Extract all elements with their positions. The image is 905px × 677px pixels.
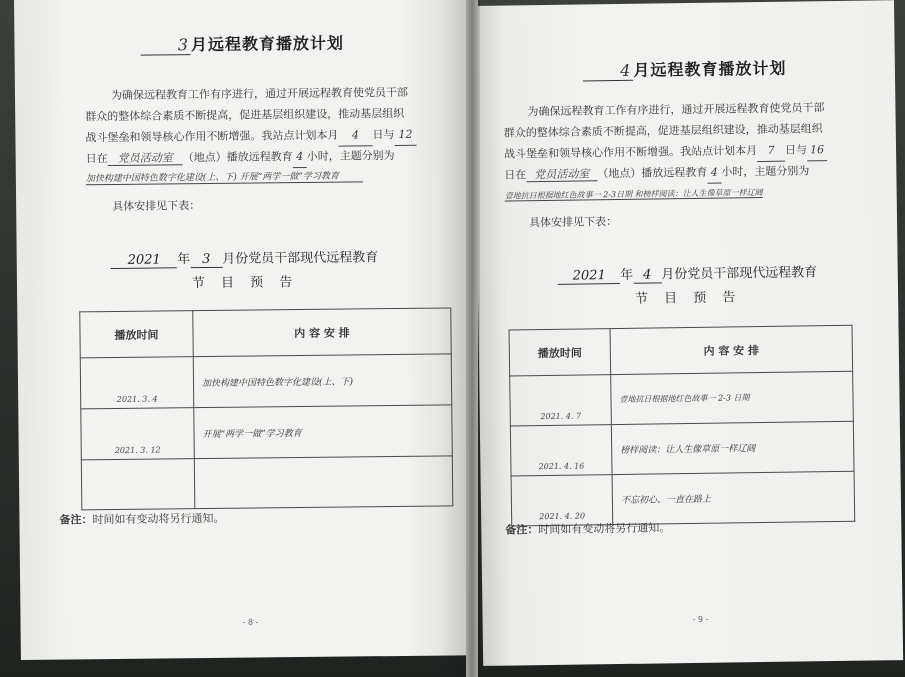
left-row2-date: 2021. 3. 12 (81, 408, 195, 460)
left-sub-year: 2021 (111, 252, 177, 269)
right-page-number: - 9 - (692, 614, 709, 625)
right-sub-month: 4 (633, 267, 661, 283)
left-page-title (14, 29, 470, 57)
left-sub-year-suffix: 年 (177, 252, 191, 268)
left-col-content: 内 容 安 排 (193, 308, 451, 357)
left-page-number: - 8 - (242, 617, 259, 627)
table-row (510, 371, 854, 426)
right-day-start: 7 (757, 140, 785, 162)
right-themes-line (505, 182, 763, 207)
right-page (474, 0, 903, 666)
left-para-line3-text: 战斗堡垒和领导核心作用不断增强。我站点计划本月 (85, 128, 339, 145)
right-row2-content: 榜样阅读：让人生像草原一样辽阔 (611, 421, 854, 474)
right-line4-pre: 日在 (504, 168, 527, 182)
right-subtitle (478, 260, 898, 286)
left-row1-date: 2021. 3. 4 (80, 357, 194, 409)
right-col-content: 内 容 安 排 (610, 325, 853, 374)
left-row1-content: 加快构建中国特色数字化建设(上、下) (193, 354, 452, 408)
left-themes-line (86, 166, 363, 190)
left-para-line1: 为确保远程教育工作有序进行，通过开展远程教育使党员干部 (110, 85, 409, 102)
table-row (81, 405, 453, 460)
right-para-line1: 为确保远程教育工作有序进行，通过开展远程教育使党员干部 (527, 101, 825, 119)
right-note-text: 时间如有变动将另行通知。 (538, 521, 671, 537)
right-col-time: 播放时间 (509, 329, 611, 376)
right-program-label: 节 目 预 告 (634, 290, 742, 307)
right-line4-post: 小时，主题分别为 (721, 164, 810, 179)
right-day-mid: 日与 (784, 143, 808, 157)
left-sub-text: 月份党员干部现代远程教育 (222, 250, 379, 267)
left-page (14, 0, 477, 660)
right-sub-year: 2021 (558, 268, 620, 285)
left-day-end: 12 (394, 124, 416, 146)
right-page-title (475, 54, 895, 83)
right-day-end: 16 (807, 139, 827, 161)
left-row2-content: 开展“两学一做”学习教育 (194, 405, 453, 459)
left-day-mid: 日与 (372, 128, 395, 142)
left-title-month: 3 (141, 35, 191, 56)
left-arrange: 具体安排见下表： (112, 199, 201, 213)
right-row1-date: 2021. 4. 7 (510, 375, 612, 426)
table-row (81, 456, 453, 510)
left-line4-post: 小时，主题分别为 (306, 149, 395, 163)
table-row (80, 354, 452, 409)
left-para-line2: 群众的整体综合素质不断提高，促进基层组织建设，推动基层组织 (85, 106, 405, 124)
left-title-text: 月远程教育播放计划 (190, 33, 345, 55)
right-sub-text: 月份党员干部现代远程教育 (661, 265, 818, 283)
right-para-line2: 群众的整体综合素质不断提高，促进基层组织建设，推动基层组织 (503, 122, 823, 140)
table-row (510, 421, 854, 476)
left-note (59, 510, 224, 528)
right-themes: 壹地抗日根据地红色故事一 2-3日期 和榜样阅读：让人生像草原一样辽阔 (504, 187, 763, 201)
right-note-label: 备注： (505, 523, 539, 537)
left-subtitle (17, 245, 473, 270)
right-row2-date: 2021. 4. 16 (510, 425, 612, 476)
table-row (511, 471, 855, 526)
left-program-label: 节 目 预 告 (191, 275, 299, 292)
right-sub-year-suffix: 年 (620, 267, 634, 283)
left-location: 党员活动室 (108, 151, 183, 166)
left-col-time: 播放时间 (80, 311, 193, 358)
left-note-label: 备注： (59, 513, 93, 527)
right-location: 党员活动室 (526, 167, 597, 182)
right-schedule-table (509, 325, 856, 527)
left-schedule-table (79, 307, 453, 510)
left-line4-pre: 日在 (85, 152, 108, 166)
right-line4-mid: （地点）播放远程教育 (597, 165, 708, 181)
right-row3-content: 不忘初心、一直在路上 (612, 471, 855, 524)
left-line4-mid: （地点）播放远程教育 (182, 150, 293, 165)
right-title-text: 月远程教育播放计划 (633, 58, 787, 80)
right-row3-date: 2021. 4. 20 (511, 475, 613, 526)
left-day-start: 4 (338, 124, 372, 146)
right-arrange: 具体安排见下表： (528, 215, 618, 230)
right-row1-content: 壹地抗日根据地红色故事一 2-3 日期 (611, 371, 854, 424)
left-note-text: 时间如有变动将另行通知。 (92, 511, 225, 527)
book-spine (466, 0, 478, 677)
left-row3-content (194, 456, 453, 509)
left-hours: 4 (293, 146, 307, 168)
left-sub-month: 3 (190, 252, 222, 268)
left-row3-date (81, 459, 195, 510)
right-title-month: 4 (583, 61, 633, 82)
right-hours: 4 (707, 162, 721, 184)
right-note (505, 519, 670, 537)
right-para-line3-text: 战斗堡垒和领导核心作用不断增强。我站点计划本月 (503, 144, 758, 161)
left-themes: 加快构建中国特色数字化建设(上、下) 开展“两学一做”学习教育 (86, 171, 363, 185)
